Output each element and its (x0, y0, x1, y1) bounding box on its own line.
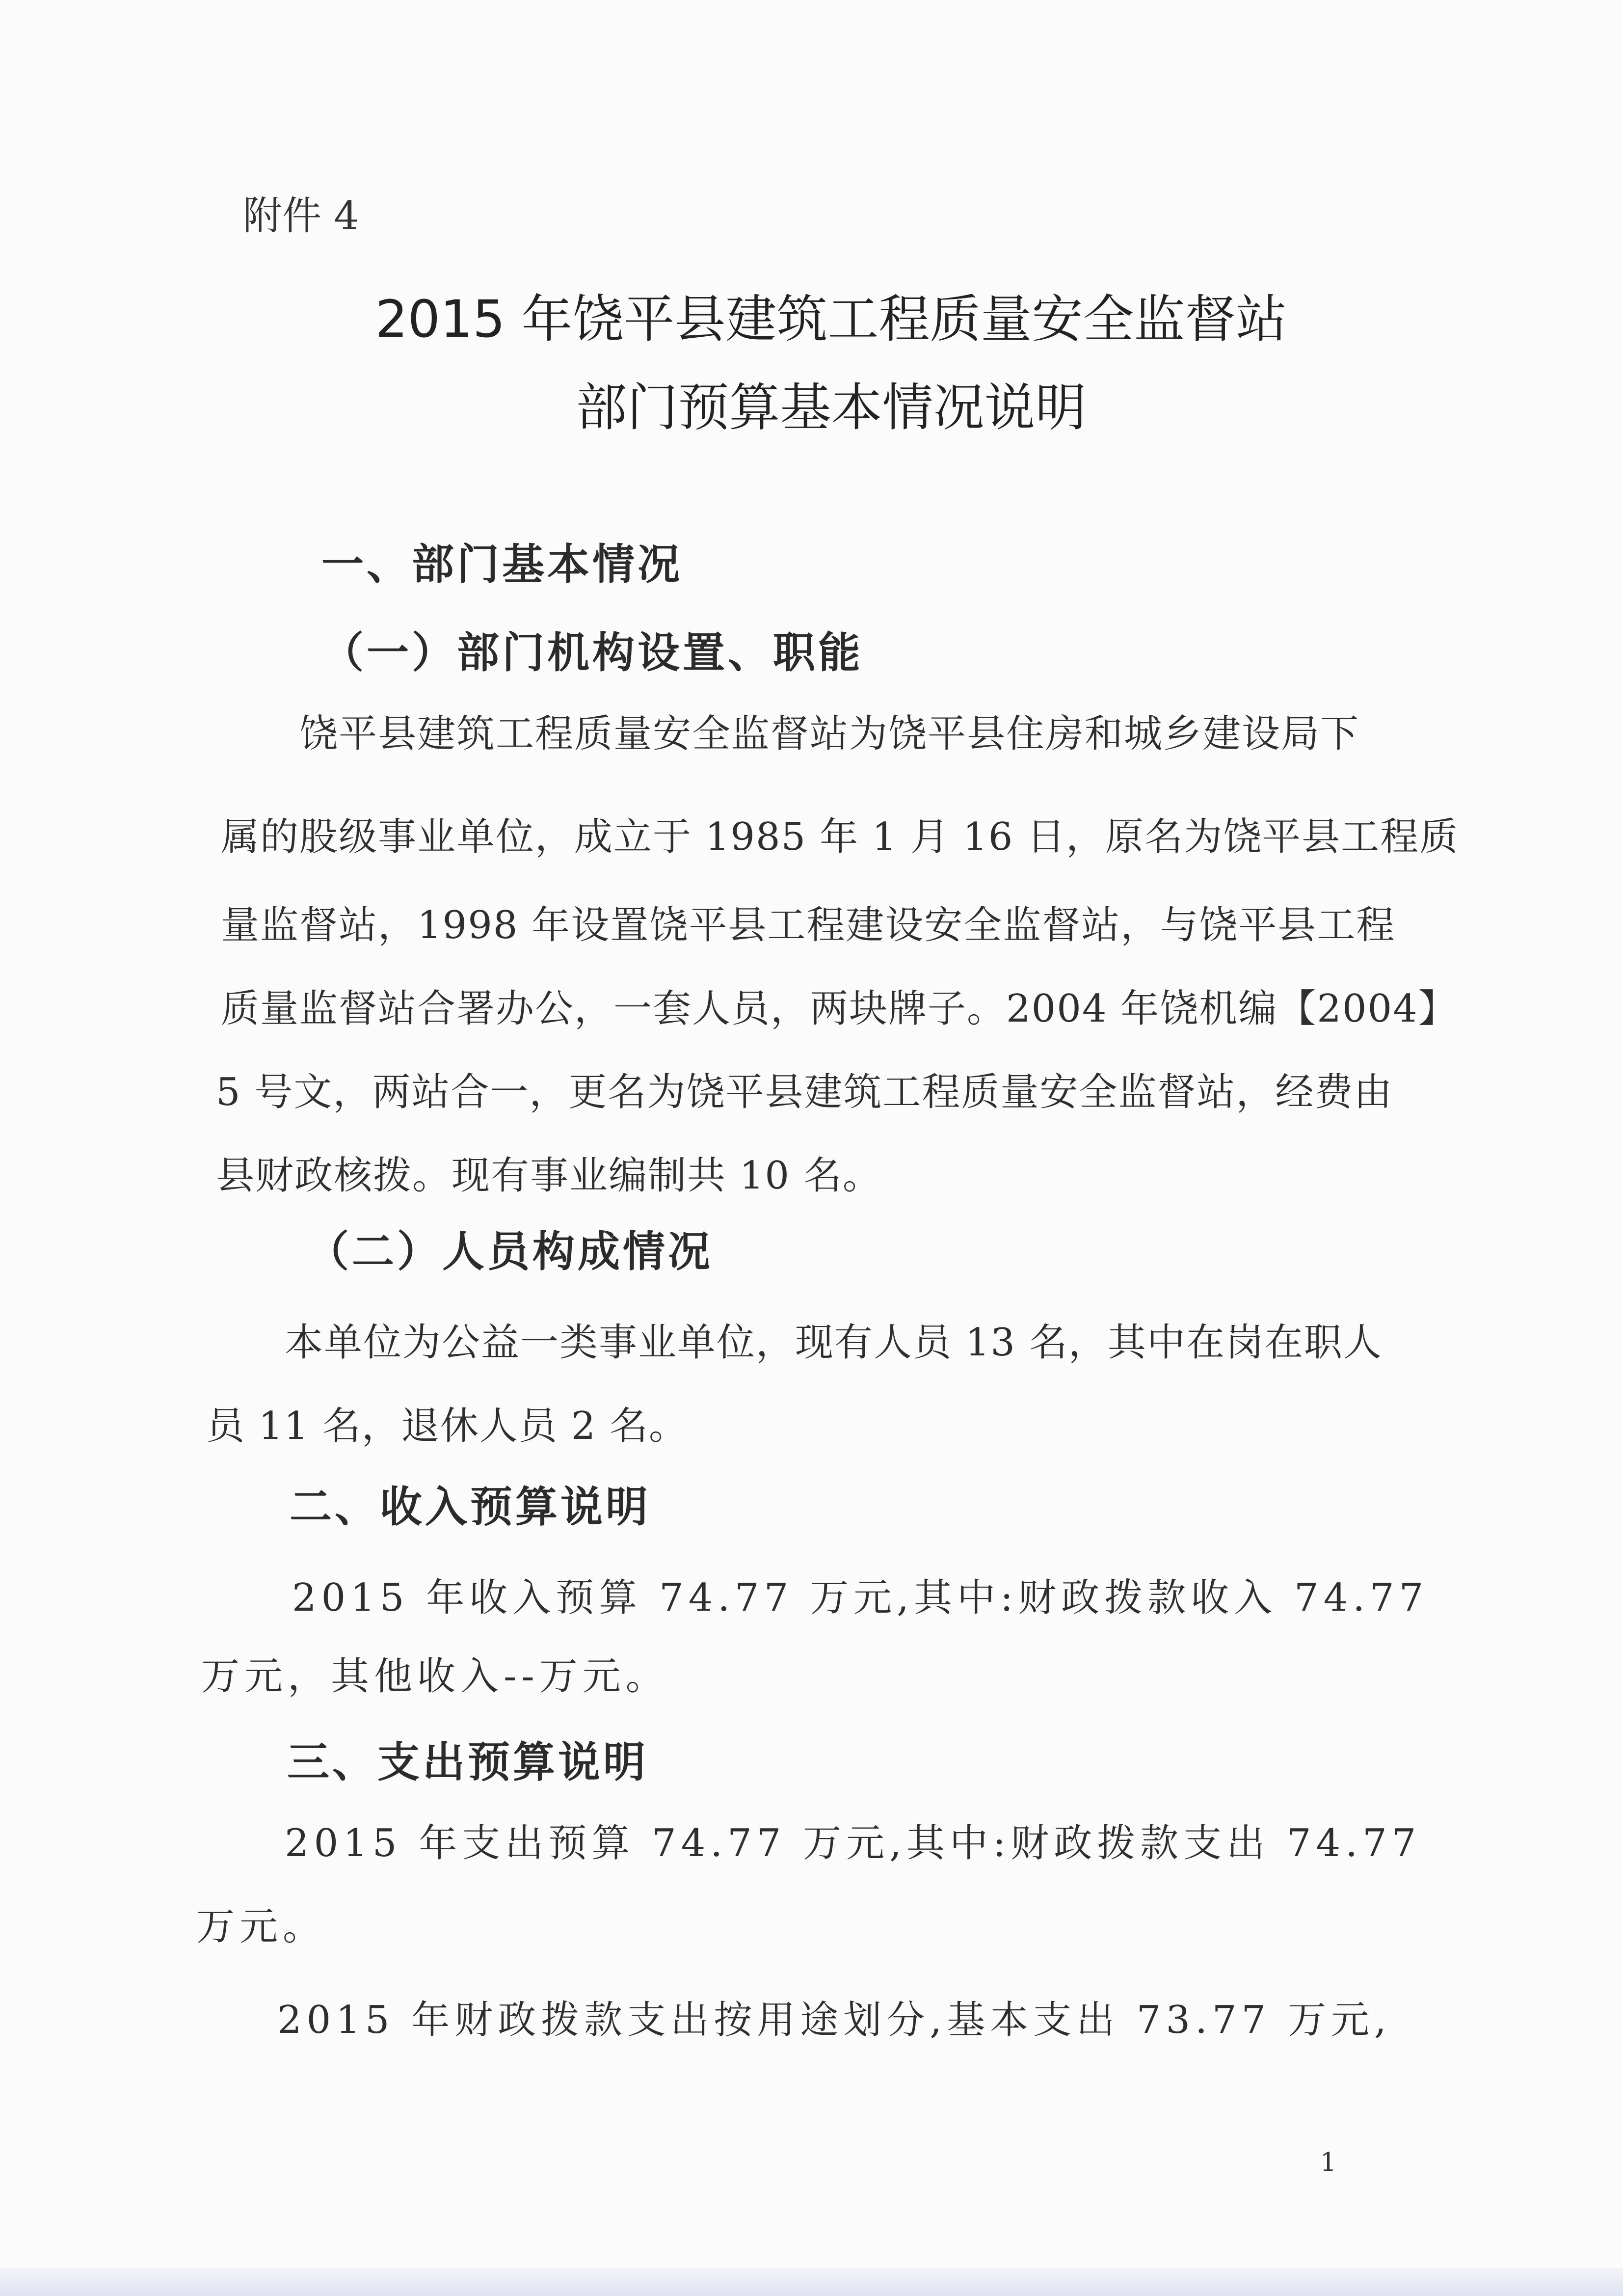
paragraph-line: 员 11 名，退休人员 2 名。 (206, 1404, 689, 1448)
paragraph-line: 属的股级事业单位，成立于 1985 年 1 月 16 日，原名为饶平县工程质 (221, 815, 1459, 859)
paragraph-line: 2015 年财政拨款支出按用途划分,基本支出 73.77 万元, (277, 1998, 1391, 2042)
paragraph-line: 5 号文，两站合一，更名为饶平县建筑工程质量安全监督站，经费由 (216, 1070, 1393, 1114)
document-title-line-2: 部门预算基本情况说明 (576, 378, 1087, 437)
paragraph-line: 量监督站，1998 年设置饶平县工程建设安全监督站，与饶平县工程 (221, 903, 1396, 947)
paragraph-line: 万元。 (196, 1905, 326, 1949)
paragraph-line: 2015 年支出预算 74.77 万元,其中:财政拨款支出 74.77 (285, 1821, 1421, 1865)
scan-edge-decoration (0, 2268, 1623, 2296)
subsection-heading-2: （二）人员构成情况 (307, 1227, 713, 1276)
paragraph-line: 2015 年收入预算 74.77 万元,其中:财政拨款收入 74.77 (292, 1576, 1429, 1620)
paragraph-line: 饶平县建筑工程质量安全监督站为饶平县住房和城乡建设局下 (299, 712, 1360, 756)
section-heading-2: 二、收入预算说明 (290, 1482, 651, 1532)
subsection-heading-1: （一）部门机构设置、职能 (321, 628, 863, 677)
paragraph-line: 质量监督站合署办公，一套人员，两块牌子。2004 年饶机编【2004】 (221, 987, 1458, 1031)
page-number: 1 (1320, 2148, 1337, 2177)
section-heading-1: 一、部门基本情况 (321, 540, 683, 589)
paragraph-line: 本单位为公益一类事业单位，现有人员 13 名，其中在岗在职人 (285, 1321, 1383, 1365)
section-heading-3: 三、支出预算说明 (287, 1737, 648, 1787)
paragraph-line: 万元，其他收入--万元。 (201, 1654, 669, 1699)
document-title-line-1: 2015 年饶平县建筑工程质量安全监督站 (375, 289, 1287, 349)
attachment-label: 附件 4 (243, 193, 359, 239)
paragraph-line: 县财政核拨。现有事业编制共 10 名。 (216, 1154, 882, 1198)
